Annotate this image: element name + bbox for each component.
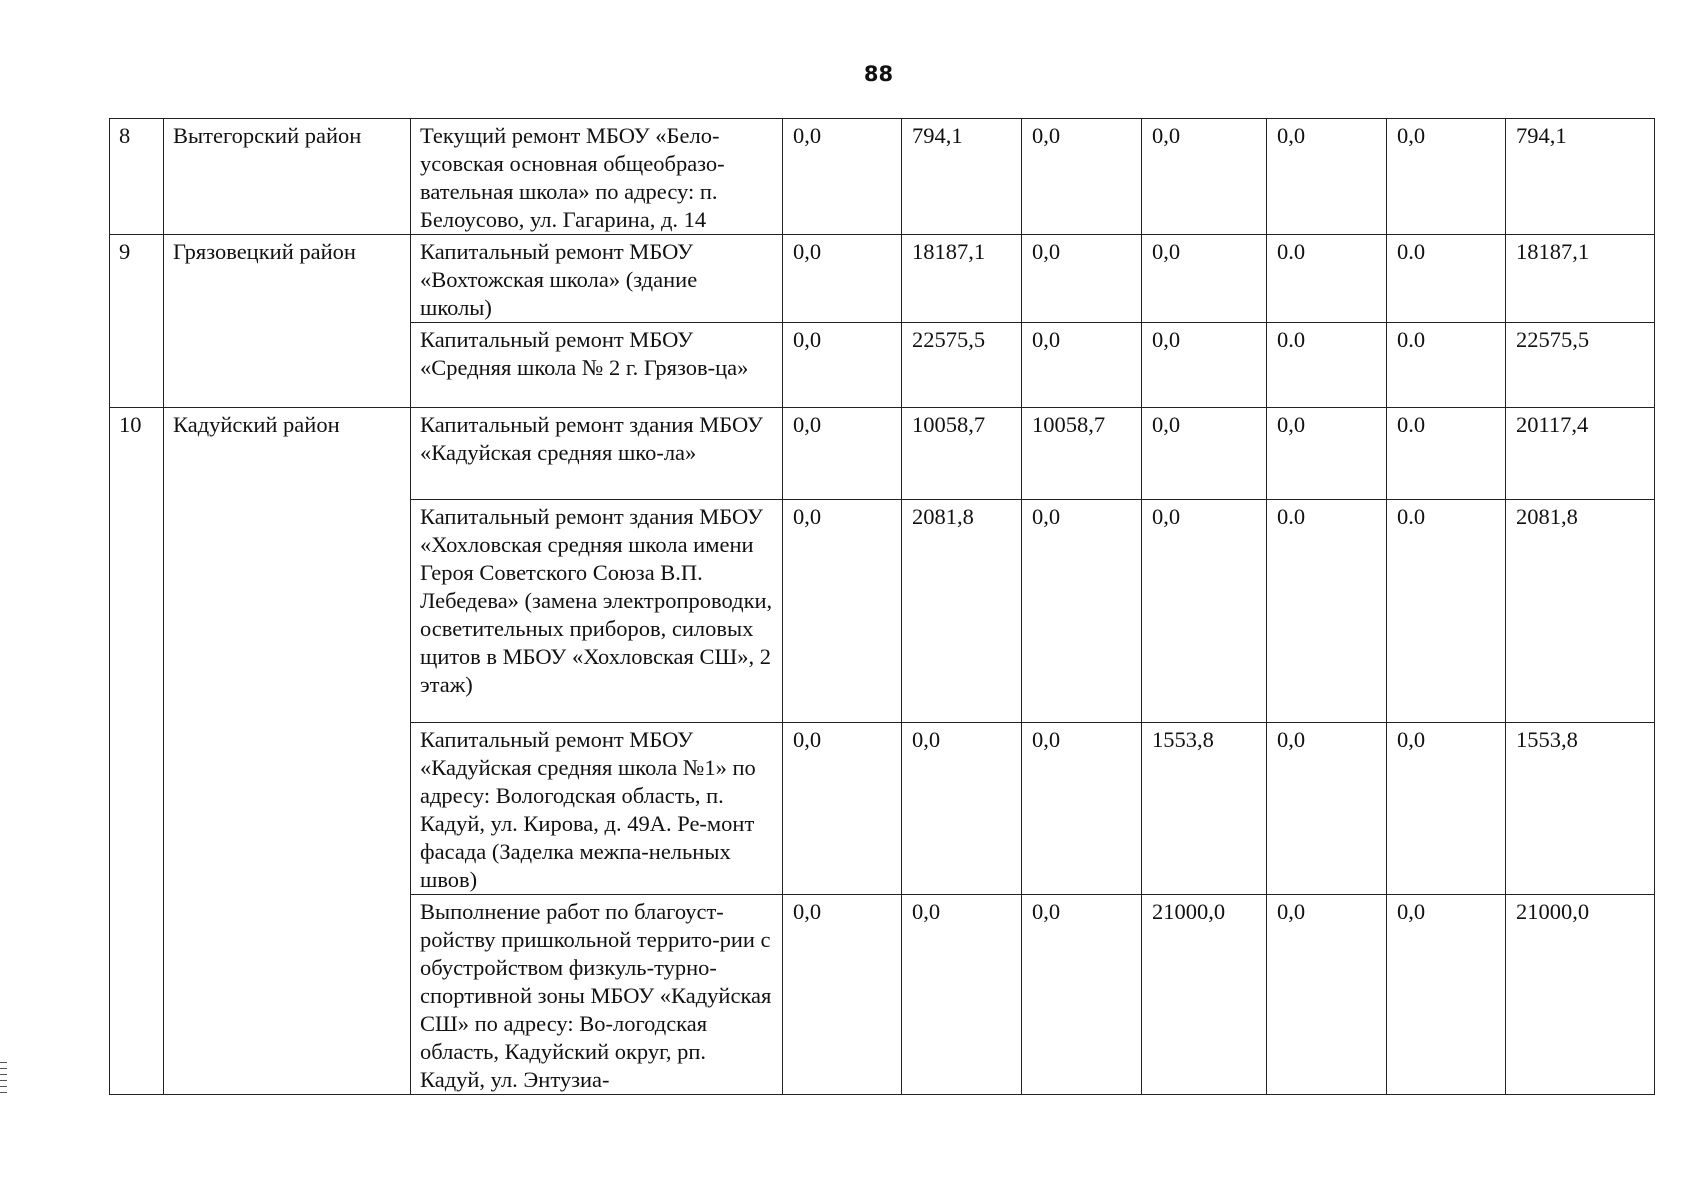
value-cell: 0,0 [1387, 895, 1506, 1095]
value-cell: 0,0 [1267, 119, 1387, 235]
value-cell: 0.0 [1267, 235, 1387, 323]
value-cell: 21000,0 [1142, 895, 1267, 1095]
value-cell: 1553,8 [1142, 723, 1267, 895]
value-cell: 794,1 [902, 119, 1022, 235]
value-cell: 0,0 [783, 323, 902, 408]
value-cell: 0,0 [1022, 119, 1142, 235]
value-cell: 0.0 [1387, 235, 1506, 323]
value-cell: 10058,7 [902, 408, 1022, 500]
value-cell: 0,0 [783, 895, 902, 1095]
binding-mark [0, 1068, 7, 1069]
total-cell: 22575,5 [1506, 323, 1655, 408]
work-description: Капитальный ремонт здания МБОУ «Кадуйская средняя шко-ла» [411, 408, 783, 500]
value-cell: 10058,7 [1022, 408, 1142, 500]
value-cell: 0,0 [1022, 723, 1142, 895]
binding-mark [0, 1092, 7, 1093]
total-cell: 2081,8 [1506, 500, 1655, 723]
value-cell: 2081,8 [902, 500, 1022, 723]
binding-mark [0, 1086, 7, 1087]
value-cell: 0,0 [1022, 895, 1142, 1095]
district-name: Кадуйский район [164, 408, 411, 1095]
value-cell: 0.0 [1387, 408, 1506, 500]
total-cell: 18187,1 [1506, 235, 1655, 323]
page-number: 88 [863, 62, 894, 86]
value-cell: 0.0 [1267, 323, 1387, 408]
value-cell: 0,0 [1022, 500, 1142, 723]
binding-mark [0, 1074, 7, 1075]
work-description: Капитальный ремонт МБОУ «Средняя школа № 2 г. Грязов-ца» [411, 323, 783, 408]
table-row [110, 235, 1655, 323]
district-name: Вытегорский район [164, 119, 411, 235]
work-description: Капитальный ремонт МБОУ «Вохтожская школа» (здание школы) [411, 235, 783, 323]
value-cell: 0,0 [1022, 235, 1142, 323]
binding-mark [0, 1062, 7, 1063]
value-cell: 0,0 [1387, 119, 1506, 235]
work-description: Выполнение работ по благоуст-ройству пришкольной террито-рии с обустройством физкуль-турно-спортивной зоны МБОУ «Кадуйская СШ» по адресу: Во-логодская область, Кадуйский округ, рп. Кадуй, ул. Энтузиа- [411, 895, 783, 1095]
value-cell: 0,0 [1142, 408, 1267, 500]
value-cell: 18187,1 [902, 235, 1022, 323]
value-cell: 0.0 [1267, 500, 1387, 723]
total-cell: 794,1 [1506, 119, 1655, 235]
value-cell: 0,0 [783, 119, 902, 235]
district-name: Грязовецкий район [164, 235, 411, 408]
work-description: Текущий ремонт МБОУ «Бело-усовская основная общеобразо-вательная школа» по адресу: п. Белоусово, ул. Гагарина, д. 14 [411, 119, 783, 235]
total-cell: 20117,4 [1506, 408, 1655, 500]
value-cell: 0,0 [1142, 119, 1267, 235]
value-cell: 0,0 [1022, 323, 1142, 408]
row-number: 8 [110, 119, 164, 235]
value-cell: 0,0 [783, 500, 902, 723]
work-description: Капитальный ремонт здания МБОУ «Хохловская средняя школа имени Героя Советского Союза В.П. Лебедева» (замена электропроводки, осветительных приборов, силовых щитов в МБОУ «Хохловская СШ», 2 этаж) [411, 500, 783, 723]
value-cell: 0,0 [1142, 500, 1267, 723]
value-cell: 22575,5 [902, 323, 1022, 408]
total-cell: 1553,8 [1506, 723, 1655, 895]
binding-mark [0, 1080, 7, 1081]
value-cell: 0.0 [1387, 323, 1506, 408]
value-cell: 0,0 [1142, 323, 1267, 408]
work-description: Капитальный ремонт МБОУ «Кадуйская средняя школа №1» по адресу: Вологодская область, п. Кадуй, ул. Кирова, д. 49А. Ре-монт фасада (Заделка межпа-нельных швов) [411, 723, 783, 895]
value-cell: 0,0 [1142, 235, 1267, 323]
budget-table [109, 118, 1655, 1095]
value-cell: 0,0 [1267, 723, 1387, 895]
table-row [110, 119, 1655, 235]
value-cell: 0,0 [902, 895, 1022, 1095]
value-cell: 0,0 [783, 408, 902, 500]
value-cell: 0,0 [1387, 723, 1506, 895]
value-cell: 0,0 [1267, 895, 1387, 1095]
table-row [110, 408, 1655, 500]
row-number: 9 [110, 235, 164, 408]
total-cell: 21000,0 [1506, 895, 1655, 1095]
value-cell: 0,0 [902, 723, 1022, 895]
value-cell: 0.0 [1387, 500, 1506, 723]
value-cell: 0,0 [1267, 408, 1387, 500]
value-cell: 0,0 [783, 723, 902, 895]
value-cell: 0,0 [783, 235, 902, 323]
row-number: 10 [110, 408, 164, 1095]
